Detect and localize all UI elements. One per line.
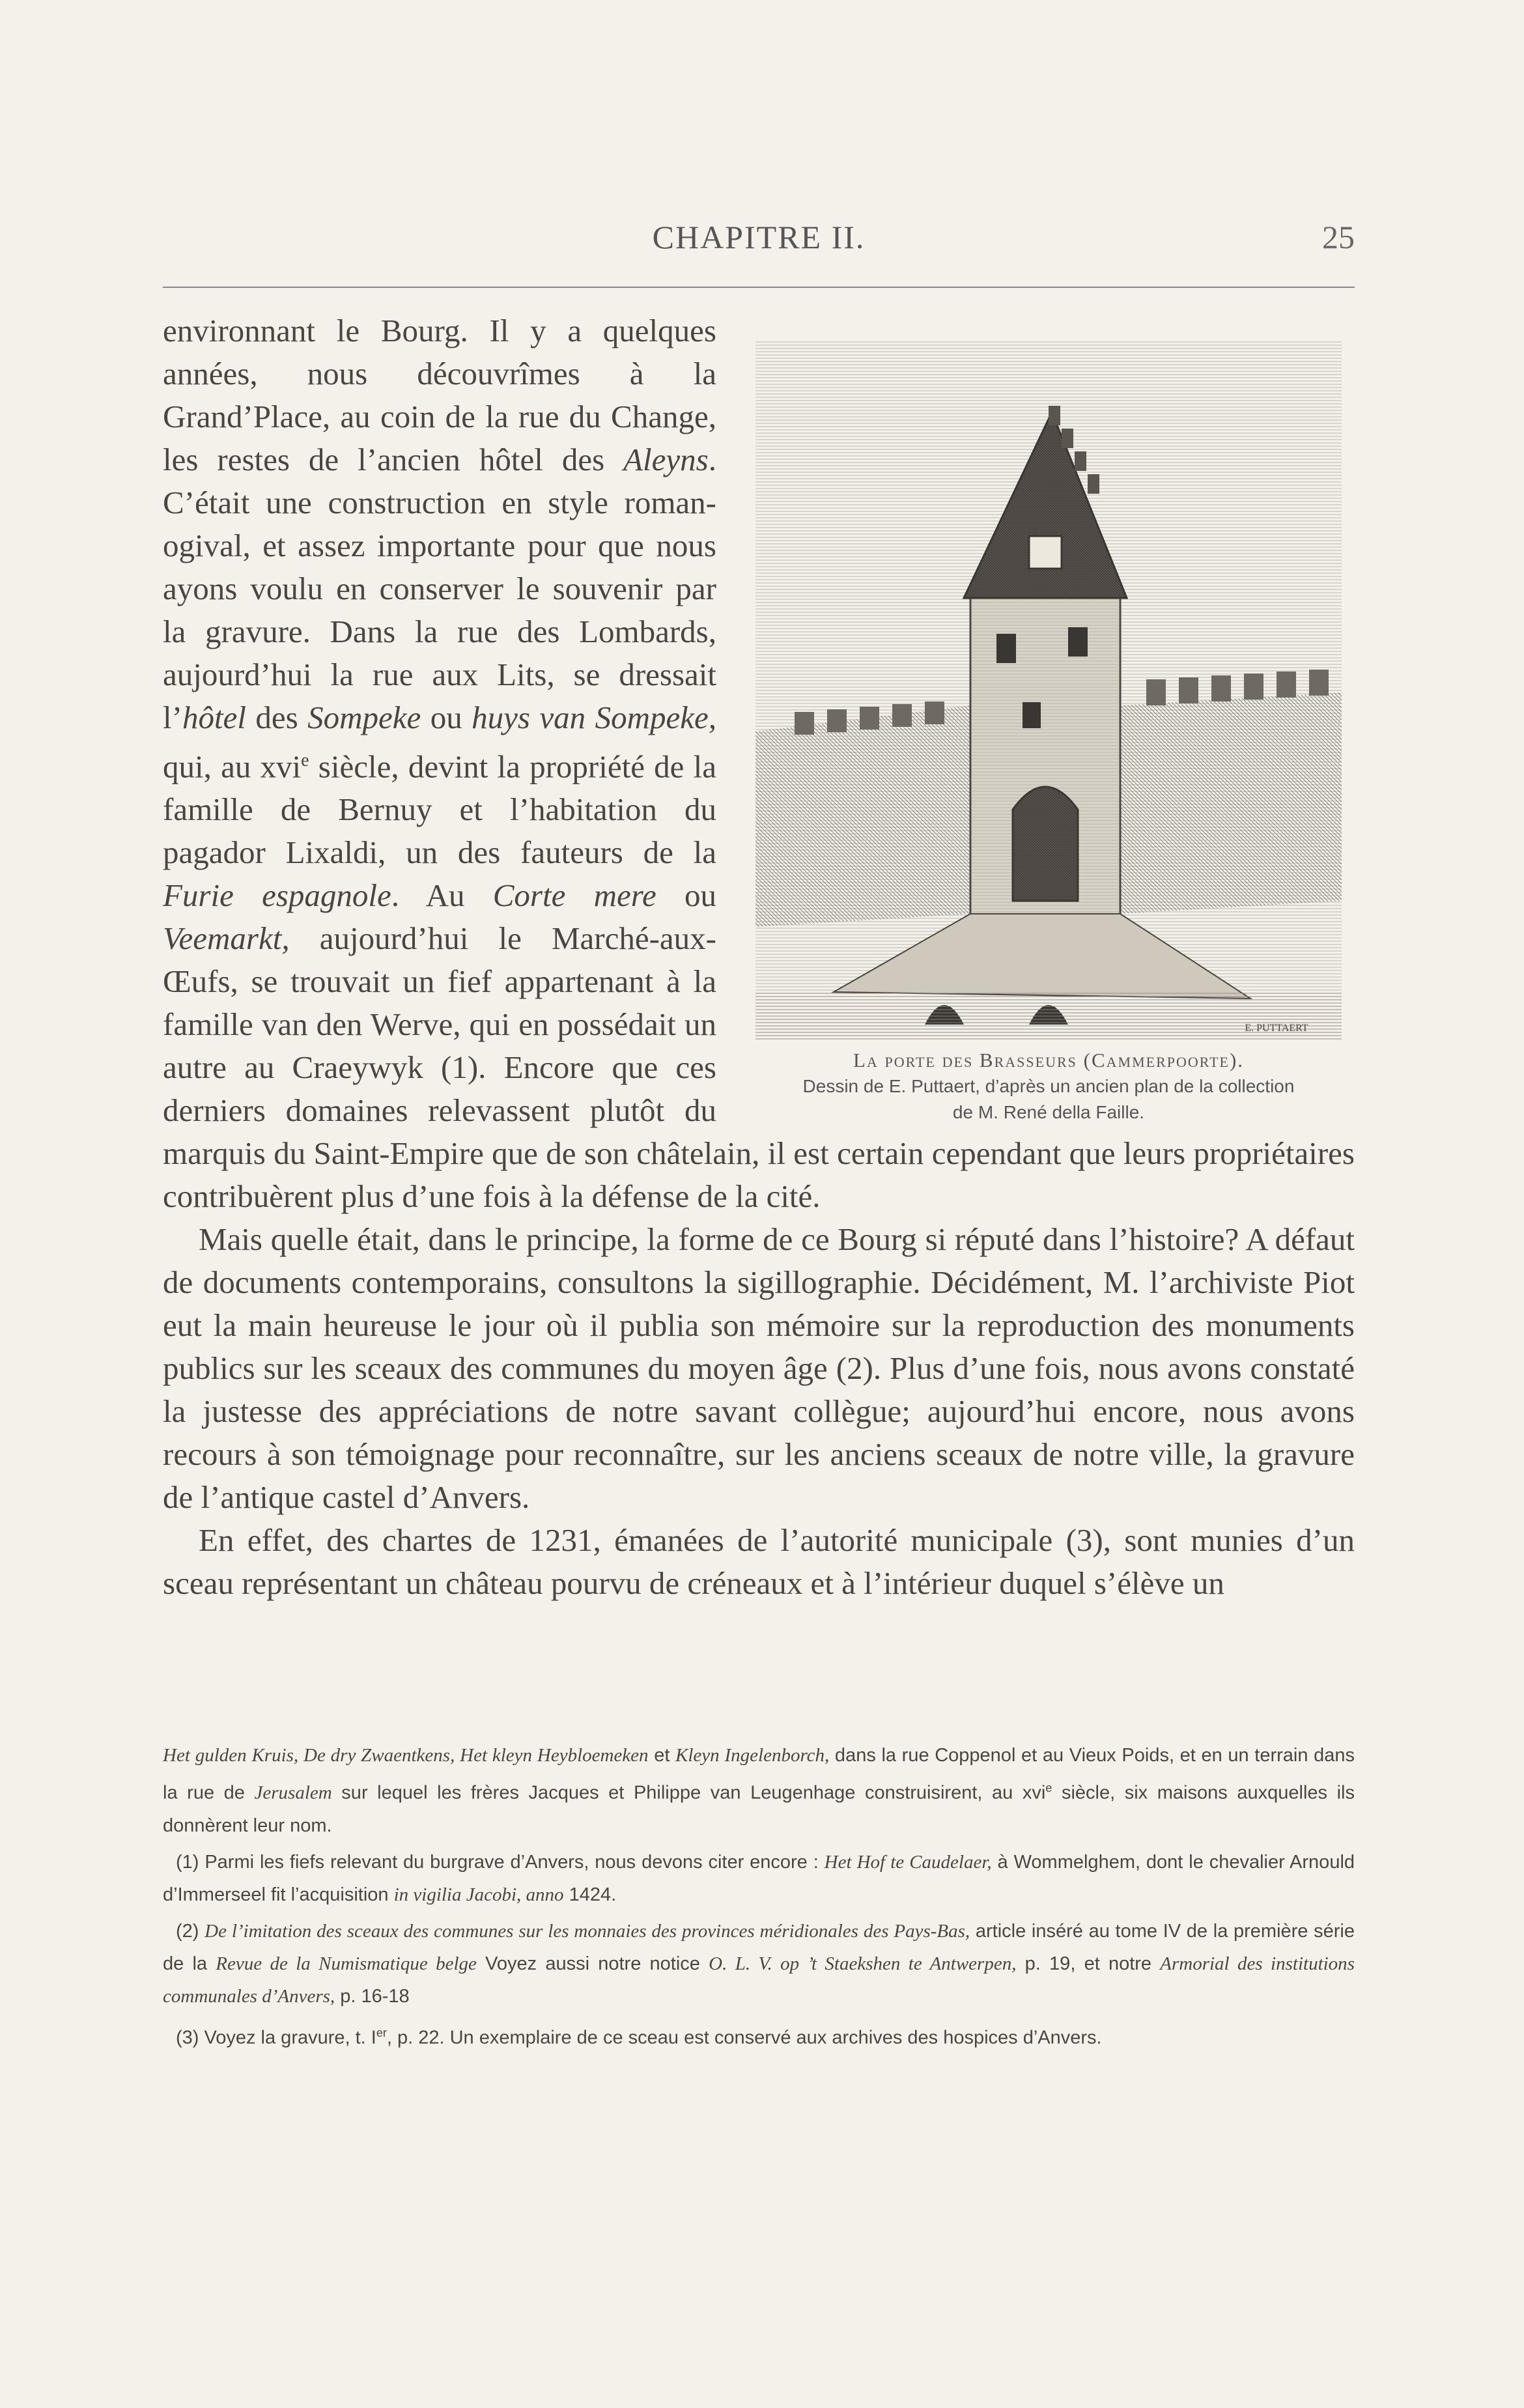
chapter-title: CHAPITRE II. <box>652 219 866 255</box>
running-header <box>163 218 1355 277</box>
caption-line-3: de M. René della Faille. <box>952 1102 1145 1122</box>
paragraph-2: Mais quelle était, dans le principe, la forme de ce Bourg si réputé dans l’histoire? A défaut de documents contemporains, consultons la sigillographie. Décidément, M. l’archiviste Piot eut la main heureuse le jour où il publia son mémoire sur la reproduction des monuments publics sur les sceaux des communes du moyen âge (2). Plus d’une fois, nous avons constaté la justesse des appréciations de notre savant collègue; aujourd’hui encore, nous avons recours à son témoignage pour reconnaître, sur les anciens sceaux de notre ville, la gravure de l’antique castel d’Anvers. <box>163 1221 1355 1516</box>
caption-title: La porte des Brasseurs (Cammerpoorte). <box>853 1049 1245 1071</box>
footnotes <box>163 1739 1355 2058</box>
main-text <box>163 309 1355 1605</box>
footnote-2: (2) De l’imitation des sceaux des communes sur les monnaies des provinces méridionales des Pays-Bas, article inséré au tome IV de la première série de la Revue de la Numismatique belge Voyez aussi notre notice O. L. V. op ’t Staekshen te Antwerpen, p. 19, et notre Armorial des institutions communales d’Anvers, p. 16-18 <box>163 1920 1355 2007</box>
header-rule <box>163 287 1355 288</box>
footnote-continuation: Het gulden Kruis, De dry Zwaentkens, Het kleyn Heybloemeken et Kleyn Ingelenborch, dans la rue Coppenol et au Vieux Poids, et en un terrain dans la rue de Jerusalem sur lequel les frères Jacques et Philippe van Leugenhage construisirent, au xvi$^e$ siècle, six maisons auxquelles ils donnèrent leur nom. <box>163 1745 1355 1836</box>
gate-engraving <box>755 341 1342 1041</box>
footnote-1: (1) Parmi les fiefs relevant du burgrave d’Anvers, nous devons citer encore : Het Hof te Caudelaer, à Wommelghem, dont le chevalier Arnould d’Immerseel fit l’acquisition in vigilia Jacobi, anno 1424. <box>163 1851 1355 1905</box>
caption-line-2: Dessin de E. Puttaert, d’après un ancien plan de la collection <box>802 1076 1295 1096</box>
figure-caption <box>742 1047 1355 1126</box>
paragraph-1: environnant le Bourg. Il y a quelques années, nous découvrîmes à la Grand’Place, au coin de la rue du Change, les restes de l’ancien hôtel des Aleyns. C’était une construction en style roman-ogival, et assez importante pour que nous ayons voulu en conserver le souvenir par la gravure. Dans la rue des Lombards, aujourd’hui la rue aux Lits, se dressait l’hôtel des Sompeke ou huys van Sompeke, qui, au xvi$^e$ siècle, devint la propriété de la famille de Bernuy et l’habitation du pagador Lixaldi, un des fauteurs de la Furie espagnole. Au Corte mere ou Veemarkt, aujourd’hui le Marché-aux-Œufs, se trouvait un fief appartenant à la famille van den Werve, qui en possédait un autre au Craeywyk (1). Encore que ces derniers domaines relevassent plutôt du marquis du Saint-Empire que de son châtelain, il est certain cependant que leurs propriétaires contribuèrent plus d’une fois à la défense de la cité. <box>163 313 1355 1215</box>
engraver-signature: E. PUTTAERT <box>1245 1023 1308 1034</box>
figure <box>742 341 1355 1126</box>
paragraph-3: En effet, des chartes de 1231, émanées de l’autorité municipale (3), sont munies d’un sceau représentant un château pourvu de créneaux et à l’intérieur duquel s’élève un <box>163 1522 1355 1602</box>
page-number: 25 <box>1322 219 1355 255</box>
footnote-3: (3) Voyez la gravure, t. Ier, p. 22. Un exemplaire de ce sceau est conservé aux archives des hospices d’Anvers. <box>176 2026 1102 2048</box>
